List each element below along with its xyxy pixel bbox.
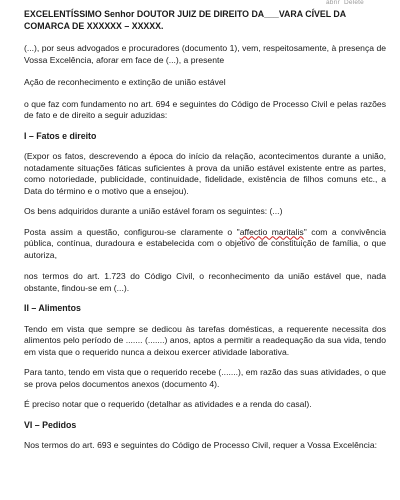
facts-paragraph: (Expor os fatos, descrevendo a época do início da relação, acontecimentos durante a união, notadamente situações fáticas suficientes à prova da união estável existente entre as partes, como notoriedade, publicidade, continuidade, fidelidade, existência de filhos comuns etc., a Data do término e o motivo que a ensejou). bbox=[24, 151, 386, 196]
document-body bbox=[24, 9, 386, 452]
posta-text-start: Posta assim a questão, configurou-se claramente o " bbox=[24, 226, 240, 237]
action-title: Ação de reconhecimento e extinção de união estável bbox=[24, 77, 226, 87]
civil-code-paragraph: nos termos do art. 1.723 do Código Civil, o reconhecimento da união estável que, nada obstante, findou-se em (...). bbox=[24, 271, 386, 293]
alimony-paragraph: Tendo em vista que sempre se dedicou às tarefas domésticas, a requerente necessita dos alimentos pelo período de ....... (.......) anos, aptos a permitir a readequação da sua vida, tendo em vista que o requerido nunca a deixou exercer atividade laborativa. bbox=[24, 323, 386, 357]
note-paragraph: É preciso notar que o requerido (detalhar as atividades e a renda do casal). bbox=[24, 399, 312, 409]
basis-paragraph: o que faz com fundamento no art. 694 e seguintes do Código de Processo Civil e pelas razões de fato e de direito a seguir aduzidas: bbox=[24, 98, 386, 120]
section-6-title: VI – Pedidos bbox=[24, 419, 77, 430]
document-heading: EXCELENTÍSSIMO Senhor DOUTOR JUIZ DE DIREITO DA___VARA CÍVEL DA COMARCA DE XXXXXX – XXXXX. bbox=[24, 9, 346, 31]
top-toolbar bbox=[0, 0, 400, 7]
posta-paragraph bbox=[24, 227, 386, 262]
toolbar-controls bbox=[326, 0, 364, 6]
section-1-title: I – Fatos e direito bbox=[24, 130, 97, 141]
open-control[interactable]: abrir bbox=[325, 0, 340, 6]
assets-paragraph: Os bens adquiridos durante a união estável foram os seguintes: (...) bbox=[24, 206, 283, 216]
posta-text-end: " com a convivência pública, contínua, duradoura e estabelecida com o objetivo de constituição de família, o que autoriza, bbox=[24, 226, 387, 260]
delete-control[interactable]: Delete bbox=[344, 0, 364, 6]
intro-paragraph: (...), por seus advogados e procuradores (documento 1), vem, respeitosamente, à presença de Vossa Excelência, aforar em face de (...), a presente bbox=[24, 43, 386, 65]
latin-term: affectio maritalis bbox=[239, 226, 304, 237]
income-paragraph: Para tanto, tendo em vista que o requerido recebe (.......), em razão das suas atividades, o que se prova pelos documentos anexos (documento 4). bbox=[24, 367, 386, 389]
section-2-title: II – Alimentos bbox=[24, 303, 81, 313]
requests-paragraph: Nos termos do art. 693 e seguintes do Código de Processo Civil, requer a Vossa Excelência: bbox=[24, 440, 378, 450]
